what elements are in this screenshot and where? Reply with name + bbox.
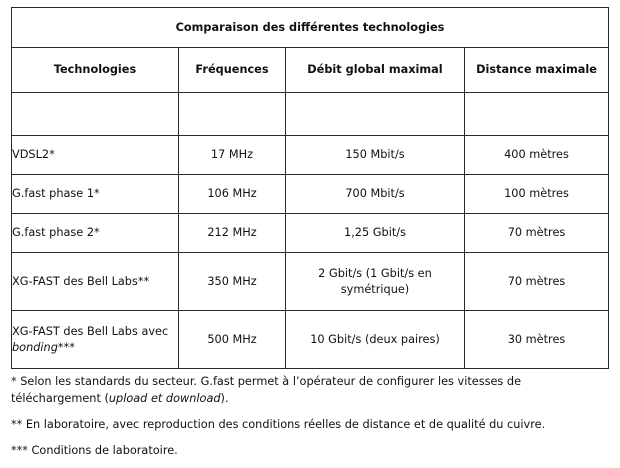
max-throughput: 10 Gbit/s (deux paires) <box>286 311 465 369</box>
footnote-2: ** En laboratoire, avec reproduction des conditions réelles de distance et de qualité du cuivre. <box>11 418 546 431</box>
tech-name: VDSL2* <box>12 136 179 175</box>
tech-name: XG-FAST des Bell Labs** <box>12 253 179 311</box>
max-throughput: 150 Mbit/s <box>286 136 465 175</box>
header-debit: Débit global maximal <box>286 48 465 93</box>
table-row <box>12 175 609 214</box>
tech-name: G.fast phase 2* <box>12 214 179 253</box>
max-throughput: 1,25 Gbit/s <box>286 214 465 253</box>
max-distance: 70 mètres <box>465 214 609 253</box>
header-row <box>12 48 609 93</box>
frequency: 350 MHz <box>179 253 286 311</box>
tech-name: G.fast phase 1* <box>12 175 179 214</box>
header-technologies: Technologies <box>12 48 179 93</box>
footnotes <box>11 373 608 468</box>
max-distance: 70 mètres <box>465 253 609 311</box>
frequency: 17 MHz <box>179 136 286 175</box>
comparison-table <box>11 7 609 369</box>
frequency: 106 MHz <box>179 175 286 214</box>
max-throughput: 700 Mbit/s <box>286 175 465 214</box>
max-distance: 100 mètres <box>465 175 609 214</box>
frequency: 500 MHz <box>179 311 286 369</box>
header-distance: Distance maximale <box>465 48 609 93</box>
footnote-1: * Selon les standards du secteur. G.fast permet à l’opérateur de configurer les vitesses de téléchargement (upload et download). <box>11 375 522 405</box>
footnote-3: *** Conditions de laboratoire. <box>11 444 178 457</box>
table-row <box>12 136 609 175</box>
max-throughput: 2 Gbit/s (1 Gbit/s en symétrique) <box>286 253 465 311</box>
empty-row <box>12 93 609 136</box>
table-title: Comparaison des différentes technologies <box>12 8 609 48</box>
header-frequences: Fréquences <box>179 48 286 93</box>
tech-name: XG-FAST des Bell Labs avec bonding*** <box>12 311 179 369</box>
table-row <box>12 214 609 253</box>
max-distance: 30 mètres <box>465 311 609 369</box>
frequency: 212 MHz <box>179 214 286 253</box>
max-distance: 400 mètres <box>465 136 609 175</box>
table-row <box>12 311 609 369</box>
table-row <box>12 253 609 311</box>
